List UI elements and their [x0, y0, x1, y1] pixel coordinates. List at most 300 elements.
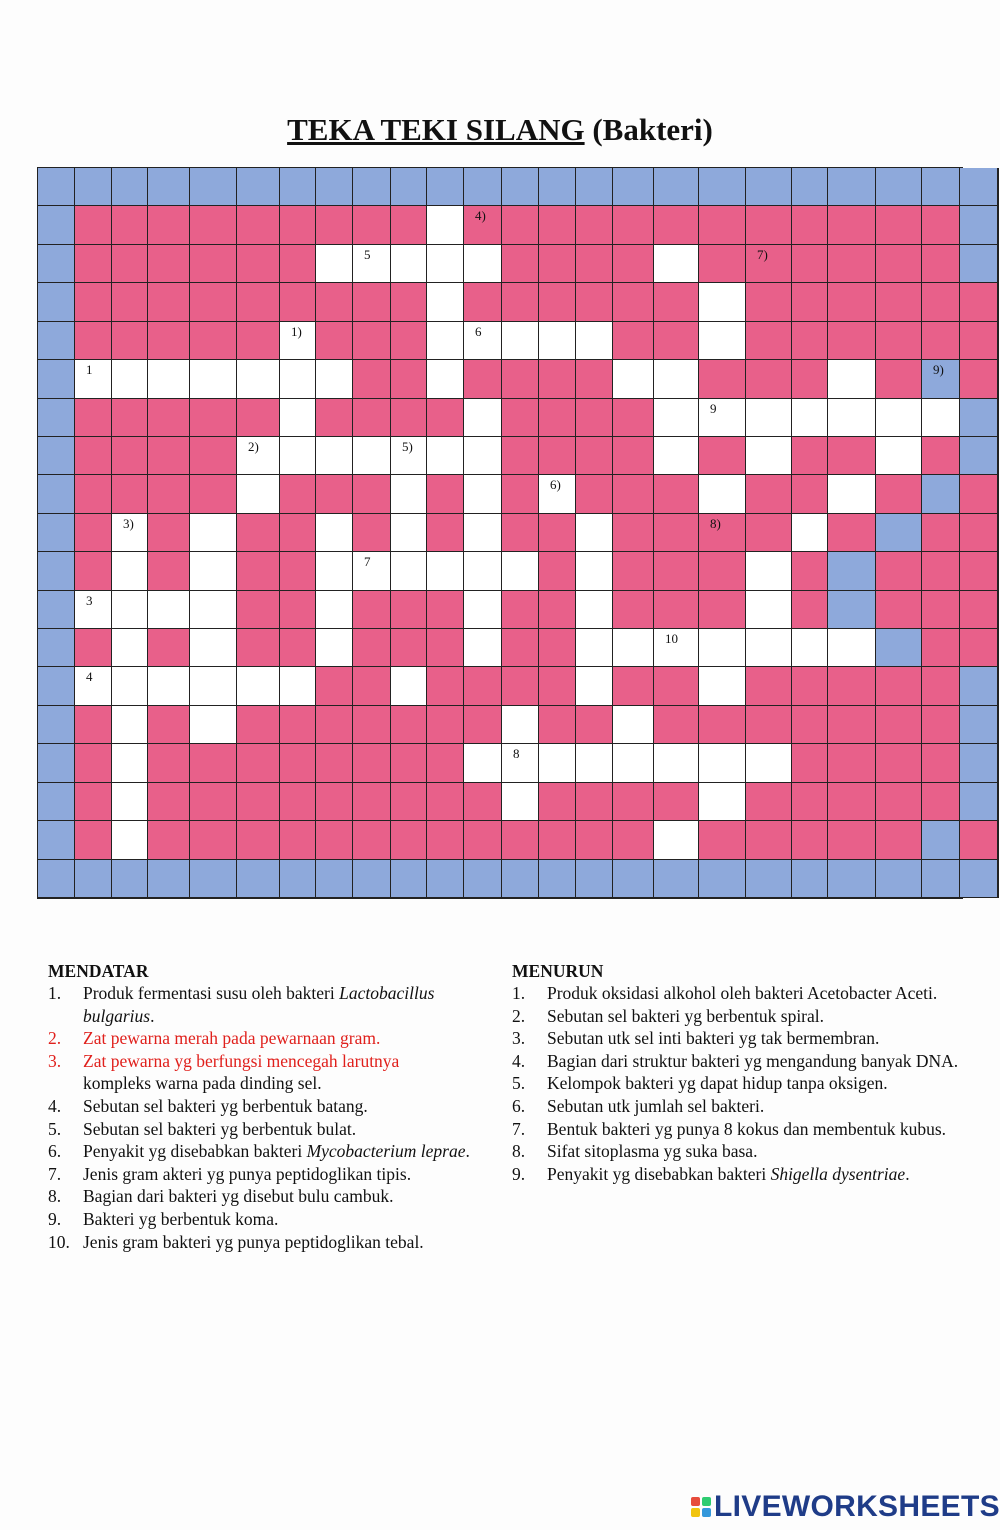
grid-cell [792, 821, 828, 859]
grid-cell [353, 783, 391, 821]
down-clue-2 [512, 1005, 972, 1028]
grid-cell [654, 283, 699, 321]
answer-cell[interactable] [792, 514, 828, 552]
grid-cell [922, 860, 960, 898]
down-clue-6 [512, 1095, 972, 1118]
grid-cell [427, 783, 464, 821]
answer-cell[interactable] [148, 360, 190, 398]
answer-cell[interactable] [112, 629, 148, 667]
answer-cell[interactable] [190, 360, 237, 398]
answer-cell[interactable] [190, 667, 237, 705]
grid-cell [237, 322, 280, 360]
across-heading: MENDATAR [48, 961, 149, 981]
grid-cell [613, 552, 654, 590]
clue-number: 5) [402, 438, 413, 454]
answer-cell[interactable] [391, 245, 427, 283]
answer-cell[interactable] [190, 552, 237, 590]
answer-cell[interactable] [576, 322, 613, 360]
grid-cell [427, 514, 464, 552]
grid-cell [539, 514, 576, 552]
answer-cell[interactable] [75, 591, 112, 629]
grid-cell [998, 706, 999, 744]
grid-cell [876, 283, 922, 321]
grid-cell [922, 552, 960, 590]
grid-cell [792, 283, 828, 321]
answer-cell[interactable] [112, 514, 148, 552]
grid-cell [699, 206, 746, 244]
grid-cell [237, 245, 280, 283]
answer-cell[interactable] [654, 629, 699, 667]
answer-cell[interactable] [112, 552, 148, 590]
answer-cell[interactable] [792, 629, 828, 667]
answer-cell[interactable] [427, 322, 464, 360]
grid-cell [502, 245, 539, 283]
grid-cell [353, 206, 391, 244]
answer-cell[interactable] [427, 437, 464, 475]
grid-cell [391, 860, 427, 898]
clue-punct: . [150, 1005, 155, 1026]
answer-cell[interactable] [502, 552, 539, 590]
grid-cell [828, 552, 876, 590]
grid-cell [280, 245, 316, 283]
grid-cell [353, 706, 391, 744]
grid-cell [280, 514, 316, 552]
grid-cell [746, 783, 792, 821]
grid-cell [38, 591, 75, 629]
answer-cell[interactable] [112, 706, 148, 744]
answer-cell[interactable] [190, 629, 237, 667]
grid-cell [391, 322, 427, 360]
answer-cell[interactable] [464, 399, 502, 437]
answer-cell[interactable] [876, 399, 922, 437]
grid-cell [746, 667, 792, 705]
grid-cell [190, 168, 237, 206]
answer-cell[interactable] [828, 360, 876, 398]
grid-cell [539, 168, 576, 206]
answer-cell[interactable] [464, 744, 502, 782]
grid-cell [876, 475, 922, 513]
answer-cell[interactable] [237, 667, 280, 705]
answer-cell[interactable] [237, 360, 280, 398]
answer-cell[interactable] [576, 744, 613, 782]
grid-cell [391, 706, 427, 744]
answer-cell[interactable] [353, 245, 391, 283]
answer-cell[interactable] [746, 629, 792, 667]
grid-cell [746, 206, 792, 244]
answer-cell[interactable] [280, 322, 316, 360]
clue-number: 3. [512, 1028, 526, 1049]
answer-cell[interactable] [746, 399, 792, 437]
grid-cell [922, 245, 960, 283]
answer-cell[interactable] [427, 245, 464, 283]
grid-cell [391, 283, 427, 321]
answer-cell[interactable] [654, 437, 699, 475]
grid-cell [613, 475, 654, 513]
grid-cell [502, 860, 539, 898]
answer-cell[interactable] [576, 591, 613, 629]
clue-species: Shigella dysentriae [770, 1163, 906, 1184]
grid-cell [654, 168, 699, 206]
answer-cell[interactable] [654, 360, 699, 398]
down-clue-8 [512, 1140, 972, 1163]
answer-cell[interactable] [316, 552, 353, 590]
grid-cell [922, 783, 960, 821]
answer-cell[interactable] [613, 706, 654, 744]
answer-cell[interactable] [190, 514, 237, 552]
answer-cell[interactable] [391, 667, 427, 705]
clue-number: 7) [757, 246, 768, 262]
answer-cell[interactable] [654, 399, 699, 437]
clue-number: 2. [48, 1028, 62, 1049]
grid-cell [998, 821, 999, 859]
grid-cell [792, 552, 828, 590]
answer-cell[interactable] [427, 552, 464, 590]
grid-cell [746, 168, 792, 206]
answer-cell[interactable] [502, 706, 539, 744]
answer-cell[interactable] [353, 552, 391, 590]
clue-text: Penyakit yg disebabkan bakteri [547, 1163, 771, 1184]
answer-cell[interactable] [464, 514, 502, 552]
grid-cell [316, 821, 353, 859]
grid-cell [75, 206, 112, 244]
grid-cell [237, 168, 280, 206]
clue-number: 6. [48, 1141, 62, 1162]
answer-cell[interactable] [828, 399, 876, 437]
answer-cell[interactable] [502, 322, 539, 360]
grid-cell [237, 552, 280, 590]
grid-cell [502, 667, 539, 705]
answer-cell[interactable] [613, 744, 654, 782]
answer-cell[interactable] [316, 514, 353, 552]
answer-cell[interactable] [148, 667, 190, 705]
answer-cell[interactable] [613, 360, 654, 398]
grid-cell [654, 706, 699, 744]
grid-cell [998, 322, 999, 360]
grid-cell [654, 475, 699, 513]
answer-cell[interactable] [654, 744, 699, 782]
grid-cell [502, 399, 539, 437]
grid-cell [998, 744, 999, 782]
answer-cell[interactable] [280, 437, 316, 475]
grid-cell [876, 629, 922, 667]
clue-number: 8 [513, 746, 520, 762]
answer-cell[interactable] [502, 744, 539, 782]
answer-cell[interactable] [576, 514, 613, 552]
grid-cell [75, 475, 112, 513]
grid-cell [746, 245, 792, 283]
answer-cell[interactable] [699, 667, 746, 705]
answer-cell[interactable] [391, 475, 427, 513]
answer-cell[interactable] [464, 245, 502, 283]
grid-cell [316, 399, 353, 437]
answer-cell[interactable] [699, 475, 746, 513]
grid-cell [353, 860, 391, 898]
logo-square [702, 1497, 711, 1506]
grid-cell [38, 322, 75, 360]
grid-cell [699, 552, 746, 590]
grid-cell [960, 399, 998, 437]
answer-cell[interactable] [746, 591, 792, 629]
clue-number: 1 [86, 362, 93, 378]
clue-number: 10 [665, 631, 678, 647]
grid-cell [38, 475, 75, 513]
grid-cell [539, 552, 576, 590]
grid-cell [998, 360, 999, 398]
grid-cell [699, 860, 746, 898]
answer-cell[interactable] [699, 322, 746, 360]
grid-cell [237, 629, 280, 667]
grid-cell [353, 667, 391, 705]
grid-cell [316, 706, 353, 744]
clue-text: Sifat sitoplasma yg suka basa. [547, 1141, 758, 1162]
answer-cell[interactable] [427, 206, 464, 244]
grid-cell [280, 552, 316, 590]
grid-cell [316, 283, 353, 321]
answer-cell[interactable] [280, 360, 316, 398]
grid-cell [613, 399, 654, 437]
grid-cell [539, 821, 576, 859]
grid-cell [502, 514, 539, 552]
answer-cell[interactable] [746, 552, 792, 590]
grid-cell [828, 514, 876, 552]
grid-cell [960, 168, 998, 206]
grid-cell [353, 399, 391, 437]
down-heading: MENURUN [512, 961, 604, 981]
grid-cell [539, 399, 576, 437]
grid-cell [699, 245, 746, 283]
answer-cell[interactable] [746, 437, 792, 475]
grid-cell [792, 475, 828, 513]
grid-cell [576, 206, 613, 244]
answer-cell[interactable] [464, 437, 502, 475]
grid-cell [280, 821, 316, 859]
answer-cell[interactable] [280, 667, 316, 705]
answer-cell[interactable] [464, 591, 502, 629]
clue-number: 3. [48, 1050, 62, 1071]
clue-number: 1. [48, 983, 62, 1003]
grid-cell [539, 437, 576, 475]
grid-cell [998, 437, 999, 475]
answer-cell[interactable] [112, 360, 148, 398]
answer-cell[interactable] [190, 591, 237, 629]
answer-cell[interactable] [464, 475, 502, 513]
grid-cell [792, 437, 828, 475]
clue-text: Sebutan utk jumlah sel bakteri. [547, 1095, 765, 1116]
answer-cell[interactable] [876, 437, 922, 475]
answer-cell[interactable] [576, 629, 613, 667]
answer-cell[interactable] [353, 437, 391, 475]
answer-cell[interactable] [502, 783, 539, 821]
grid-cell [112, 475, 148, 513]
answer-cell[interactable] [112, 783, 148, 821]
answer-cell[interactable] [464, 629, 502, 667]
grid-cell [280, 283, 316, 321]
grid-cell [75, 860, 112, 898]
grid-cell [112, 322, 148, 360]
answer-cell[interactable] [280, 399, 316, 437]
answer-cell[interactable] [576, 552, 613, 590]
grid-cell [828, 437, 876, 475]
answer-cell[interactable] [112, 591, 148, 629]
clue-number: 1. [512, 983, 526, 1003]
answer-cell[interactable] [699, 783, 746, 821]
grid-cell [539, 360, 576, 398]
answer-cell[interactable] [539, 322, 576, 360]
grid-cell [148, 744, 190, 782]
grid-cell [391, 399, 427, 437]
grid-cell [75, 322, 112, 360]
grid-cell [237, 706, 280, 744]
grid-cell [613, 245, 654, 283]
answer-cell[interactable] [828, 629, 876, 667]
clue-text: Sebutan utk sel inti bakteri yg tak bermembran. [547, 1028, 880, 1049]
answer-cell[interactable] [922, 399, 960, 437]
grid-cell [148, 860, 190, 898]
answer-cell[interactable] [112, 821, 148, 859]
answer-cell[interactable] [539, 744, 576, 782]
grid-cell [464, 168, 502, 206]
answer-cell[interactable] [699, 399, 746, 437]
logo-square [691, 1497, 700, 1506]
grid-cell [427, 706, 464, 744]
answer-cell[interactable] [75, 360, 112, 398]
clue-number: 9. [512, 1163, 526, 1184]
grid-cell [699, 437, 746, 475]
answer-cell[interactable] [391, 437, 427, 475]
grid-cell [190, 744, 237, 782]
grid-cell [316, 783, 353, 821]
clue-species: Mycobacterium leprae [306, 1141, 466, 1162]
clue-number: 5 [364, 246, 371, 262]
grid-cell [998, 399, 999, 437]
answer-cell[interactable] [75, 667, 112, 705]
answer-cell[interactable] [699, 629, 746, 667]
grid-cell [38, 399, 75, 437]
clue-text: Zat pewarna merah pada pewarnaan gram. [83, 1028, 381, 1049]
clue-number: 7. [48, 1163, 62, 1184]
grid-cell [828, 783, 876, 821]
grid-cell [922, 206, 960, 244]
clue-text: Sebutan sel bakteri yg berbentuk batang. [83, 1095, 368, 1116]
answer-cell[interactable] [699, 744, 746, 782]
answer-cell[interactable] [148, 591, 190, 629]
answer-cell[interactable] [576, 667, 613, 705]
answer-cell[interactable] [464, 322, 502, 360]
grid-cell [38, 744, 75, 782]
grid-cell [38, 706, 75, 744]
grid-cell [38, 283, 75, 321]
answer-cell[interactable] [316, 591, 353, 629]
answer-cell[interactable] [613, 629, 654, 667]
grid-cell [876, 168, 922, 206]
answer-cell[interactable] [316, 360, 353, 398]
grid-cell [427, 399, 464, 437]
answer-cell[interactable] [112, 744, 148, 782]
answer-cell[interactable] [237, 475, 280, 513]
clue-text: Bagian dari bakteri yg disebut bulu cambuk. [83, 1186, 394, 1207]
grid-cell [922, 283, 960, 321]
grid-cell [75, 168, 112, 206]
grid-cell [502, 475, 539, 513]
grid-cell [922, 360, 960, 398]
answer-cell[interactable] [654, 245, 699, 283]
grid-cell [148, 514, 190, 552]
grid-cell [699, 706, 746, 744]
answer-cell[interactable] [828, 475, 876, 513]
answer-cell[interactable] [190, 706, 237, 744]
grid-cell [746, 860, 792, 898]
grid-cell [75, 552, 112, 590]
grid-cell [960, 245, 998, 283]
grid-cell [353, 514, 391, 552]
grid-cell [190, 821, 237, 859]
clue-number: 9) [933, 362, 944, 378]
grid-cell [654, 591, 699, 629]
answer-cell[interactable] [316, 629, 353, 667]
grid-cell [190, 283, 237, 321]
grid-cell [998, 475, 999, 513]
clue-text-continued: kompleks warna pada dinding sel. [83, 1073, 322, 1094]
answer-cell[interactable] [237, 437, 280, 475]
grid-cell [654, 322, 699, 360]
logo-mark-icon [691, 1497, 711, 1517]
answer-cell[interactable] [391, 514, 427, 552]
grid-cell [502, 821, 539, 859]
clue-punct: . [465, 1141, 470, 1162]
clue-number: 3) [123, 515, 134, 531]
across-clue-5 [48, 1118, 488, 1141]
grid-cell [960, 667, 998, 705]
grid-cell [148, 322, 190, 360]
answer-cell[interactable] [427, 360, 464, 398]
down-clue-7 [512, 1118, 972, 1141]
answer-cell[interactable] [699, 283, 746, 321]
answer-cell[interactable] [792, 399, 828, 437]
grid-cell [654, 860, 699, 898]
grid-cell [280, 591, 316, 629]
answer-cell[interactable] [539, 475, 576, 513]
grid-cell [148, 437, 190, 475]
grid-cell [960, 783, 998, 821]
answer-cell[interactable] [112, 667, 148, 705]
grid-cell [75, 283, 112, 321]
answer-cell[interactable] [391, 552, 427, 590]
logo-square [702, 1508, 711, 1517]
answer-cell[interactable] [427, 283, 464, 321]
grid-cell [654, 206, 699, 244]
grid-cell [876, 360, 922, 398]
clue-number: 7 [364, 554, 371, 570]
answer-cell[interactable] [316, 245, 353, 283]
grid-cell [38, 821, 75, 859]
answer-cell[interactable] [316, 437, 353, 475]
title-sub: (Bakteri) [592, 112, 713, 147]
grid-cell [148, 206, 190, 244]
grid-cell [576, 437, 613, 475]
grid-cell [148, 245, 190, 283]
clue-text: Bakteri yg berbentuk koma. [83, 1208, 279, 1229]
grid-cell [38, 514, 75, 552]
answer-cell[interactable] [746, 744, 792, 782]
grid-cell [75, 783, 112, 821]
grid-cell [792, 667, 828, 705]
grid-cell [960, 206, 998, 244]
answer-cell[interactable] [464, 552, 502, 590]
grid-cell [38, 437, 75, 475]
answer-cell[interactable] [654, 821, 699, 859]
grid-cell [998, 860, 999, 898]
grid-cell [353, 591, 391, 629]
